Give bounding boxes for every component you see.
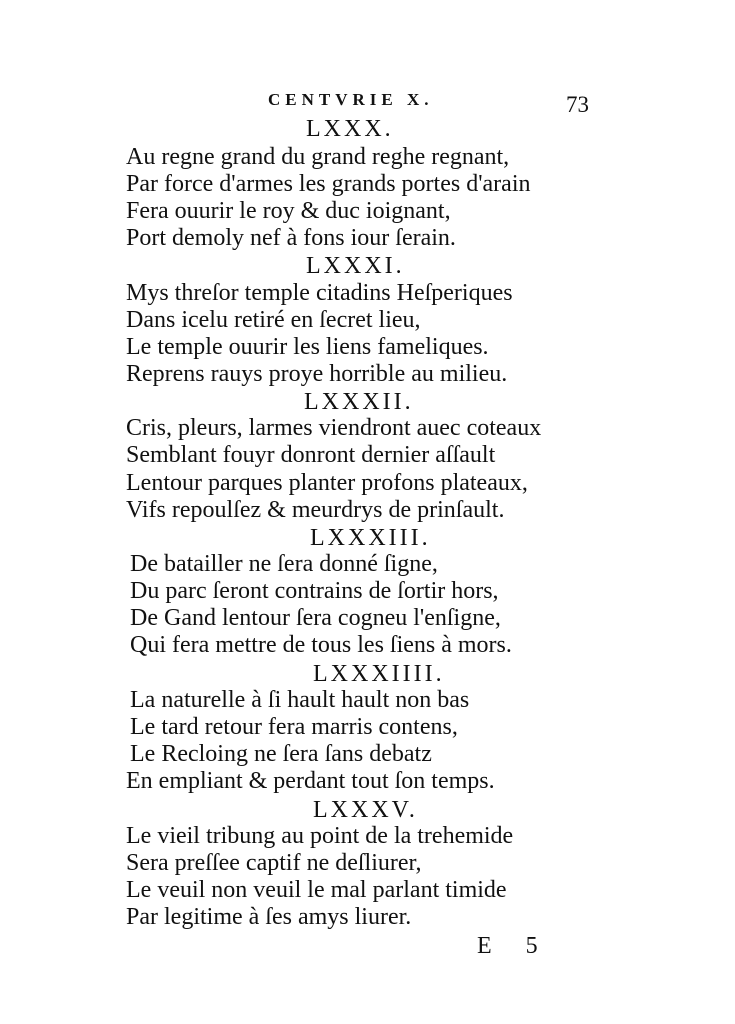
quatrain-heading: LXXX.	[306, 116, 394, 142]
verse-line: Vifs repoulſez & meurdrys de prinſault.	[126, 497, 505, 523]
quatrain-heading: LXXXIII.	[310, 525, 431, 551]
verse-line: Par force d'armes les grands portes d'arain	[126, 171, 531, 197]
page-number: 73	[566, 92, 589, 117]
quatrain-heading: LXXXII.	[304, 389, 414, 415]
quatrain-heading: LXXXIIII.	[313, 661, 445, 687]
verse-line: Par legitime à ſes amys liurer.	[126, 904, 412, 930]
verse-line: Au regne grand du grand reghe regnant,	[126, 144, 510, 170]
verse-line: Le tard retour fera marris contens,	[130, 714, 458, 740]
verse-line: Le veuil non veuil le mal parlant timide	[126, 877, 507, 903]
verse-line: De Gand lentour ſera cogneu l'enſigne,	[130, 605, 501, 631]
verse-line: Dans icelu retiré en ſecret lieu,	[126, 307, 421, 333]
verse-line: Le temple ouurir les liens fameliques.	[126, 334, 489, 360]
running-title: CENTVRIE X.	[268, 90, 434, 109]
signature-mark: E 5	[477, 933, 552, 959]
verse-line: Reprens rauys proye horrible au milieu.	[126, 361, 508, 387]
verse-line: Lentour parques planter profons plateaux,	[126, 470, 528, 496]
quatrain-heading: LXXXI.	[306, 253, 405, 279]
verse-line: Semblant fouyr donront dernier aſſault	[126, 442, 496, 468]
verse-line: De batailler ne ſera donné ſigne,	[130, 551, 438, 577]
verse-line: Port demoly nef à fons iour ſerain.	[126, 225, 456, 251]
verse-line: La naturelle à ſi hault hault non bas	[130, 687, 470, 713]
verse-line: Du parc ſeront contrains de ſortir hors,	[130, 578, 499, 604]
quatrain-heading: LXXXV.	[313, 797, 418, 823]
verse-line: Mys threſor temple citadins Heſperiques	[126, 280, 513, 306]
verse-line: Le vieil tribung au point de la trehemide	[126, 823, 514, 849]
verse-line: Qui fera mettre de tous les ſiens à mors.	[130, 632, 512, 658]
verse-line: Le Recloing ne ſera ſans debatz	[130, 741, 432, 767]
verse-line: Fera ouurir le roy & duc ioignant,	[126, 198, 451, 224]
verse-line: Sera preſſee captif ne deſliurer,	[126, 850, 422, 876]
verse-line: Cris, pleurs, larmes viendront auec coteaux	[126, 415, 542, 441]
verse-line: En empliant & perdant tout ſon temps.	[126, 768, 495, 794]
